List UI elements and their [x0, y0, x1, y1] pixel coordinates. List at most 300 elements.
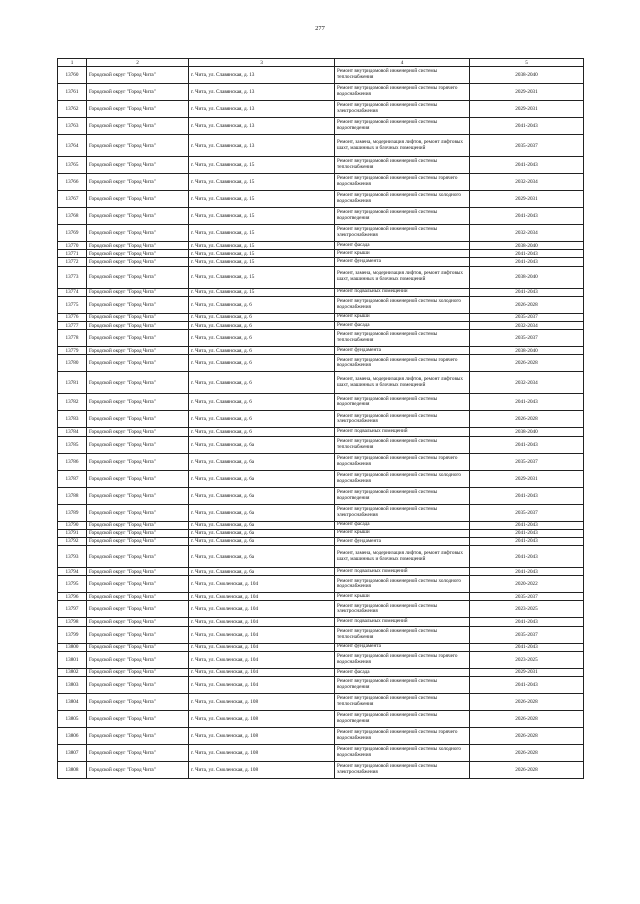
address-cell: г. Чита, ул. Смоленская, д. 104: [189, 643, 335, 651]
work-type-cell: Ремонт внутридомовой инженерной системы электроснабжения: [335, 762, 470, 779]
row-number-cell: 13767: [58, 191, 87, 208]
row-number-cell: 13773: [58, 266, 87, 288]
address-cell: г. Чита, ул. Славянская, д. 6а: [189, 546, 335, 568]
address-cell: г. Чита, ул. Славянская, д. 15: [189, 258, 335, 266]
work-type-cell: Ремонт подвальных помещений: [335, 568, 470, 576]
period-cell: 2038-2040: [470, 266, 584, 288]
period-cell: 2041-2043: [470, 568, 584, 576]
municipality-cell: Городской округ "Город Чита": [87, 135, 189, 157]
page-number: 277: [315, 25, 325, 32]
row-number-cell: 13790: [58, 521, 87, 529]
row-number-cell: 13807: [58, 745, 87, 762]
table-row: [58, 411, 584, 428]
address-cell: г. Чита, ул. Смоленская, д. 104: [189, 593, 335, 601]
table-row: [58, 601, 584, 618]
table-row: [58, 568, 584, 576]
work-type-cell: Ремонт внутридомовой инженерной системы теплоснабжения: [335, 694, 470, 711]
row-number-cell: 13796: [58, 593, 87, 601]
work-type-cell: Ремонт внутридомовой инженерной системы горячего водоснабжения: [335, 728, 470, 745]
address-cell: г. Чита, ул. Славянская, д. 6а: [189, 521, 335, 529]
period-cell: 2026-2028: [470, 694, 584, 711]
row-number-cell: 13808: [58, 762, 87, 779]
table-row: [58, 174, 584, 191]
row-number-cell: 13791: [58, 529, 87, 537]
period-cell: 2032-2034: [470, 372, 584, 394]
table-row: [58, 208, 584, 225]
table-row: [58, 347, 584, 355]
period-cell: 2026-2028: [470, 711, 584, 728]
municipality-cell: Городской округ "Город Чита": [87, 470, 189, 487]
period-cell: 2032-2034: [470, 174, 584, 191]
header-row: [58, 59, 584, 67]
municipality-cell: Городской округ "Город Чита": [87, 711, 189, 728]
row-number-cell: 13772: [58, 258, 87, 266]
period-cell: 2029-2031: [470, 84, 584, 101]
work-type-cell: Ремонт внутридомовой инженерной системы теплоснабжения: [335, 157, 470, 174]
address-cell: г. Чита, ул. Славянская, д. 15: [189, 266, 335, 288]
row-number-cell: 13770: [58, 242, 87, 250]
work-type-cell: Ремонт внутридомовой инженерной системы электроснабжения: [335, 411, 470, 428]
table-row: [58, 157, 584, 174]
address-cell: г. Чита, ул. Смоленская, д. 108: [189, 694, 335, 711]
work-type-cell: Ремонт крыши: [335, 313, 470, 321]
municipality-cell: Городской округ "Город Чита": [87, 157, 189, 174]
period-cell: 2035-2037: [470, 135, 584, 157]
address-cell: г. Чита, ул. Славянская, д. 6а: [189, 537, 335, 545]
period-cell: 2041-2043: [470, 208, 584, 225]
municipality-cell: Городской округ "Город Чита": [87, 643, 189, 651]
address-cell: г. Чита, ул. Смоленская, д. 108: [189, 728, 335, 745]
header-cell: 5: [470, 59, 584, 67]
work-type-cell: Ремонт внутридомовой инженерной системы горячего водоснабжения: [335, 651, 470, 668]
work-type-cell: Ремонт внутридомовой инженерной системы холодного водоснабжения: [335, 191, 470, 208]
address-cell: г. Чита, ул. Славянская, д. 6а: [189, 529, 335, 537]
work-type-cell: Ремонт фасада: [335, 521, 470, 529]
work-type-cell: Ремонт, замена, модернизация лифтов, ремонт лифтовых шахт, машинных и блочных помещений: [335, 266, 470, 288]
work-type-cell: Ремонт внутридомовой инженерной системы теплоснабжения: [335, 436, 470, 453]
row-number-cell: 13765: [58, 157, 87, 174]
municipality-cell: Городской округ "Город Чита": [87, 436, 189, 453]
municipality-cell: Городской округ "Город Чита": [87, 313, 189, 321]
row-number-cell: 13768: [58, 208, 87, 225]
municipality-cell: Городской округ "Город Чита": [87, 694, 189, 711]
address-cell: г. Чита, ул. Смоленская, д. 104: [189, 668, 335, 676]
address-cell: г. Чита, ул. Славянская, д. 6: [189, 296, 335, 313]
municipality-cell: Городской округ "Город Чита": [87, 321, 189, 329]
municipality-cell: Городской округ "Город Чита": [87, 576, 189, 593]
work-type-cell: Ремонт внутридомовой инженерной системы электроснабжения: [335, 504, 470, 521]
work-type-cell: Ремонт внутридомовой инженерной системы холодного водоснабжения: [335, 296, 470, 313]
period-cell: 2023-2025: [470, 651, 584, 668]
header-cell: 2: [87, 59, 189, 67]
row-number-cell: 13783: [58, 411, 87, 428]
address-cell: г. Чита, ул. Славянская, д. 13: [189, 135, 335, 157]
work-type-cell: Ремонт внутридомовой инженерной системы электроснабжения: [335, 601, 470, 618]
row-number-cell: 13761: [58, 84, 87, 101]
address-cell: г. Чита, ул. Славянская, д. 6: [189, 428, 335, 436]
period-cell: 2035-2037: [470, 593, 584, 601]
table-row: [58, 394, 584, 411]
row-number-cell: 13775: [58, 296, 87, 313]
address-cell: г. Чита, ул. Смоленская, д. 104: [189, 677, 335, 694]
municipality-cell: Городской округ "Город Чита": [87, 529, 189, 537]
row-number-cell: 13806: [58, 728, 87, 745]
row-number-cell: 13760: [58, 67, 87, 84]
row-number-cell: 13777: [58, 321, 87, 329]
table-row: [58, 266, 584, 288]
table-row: [58, 521, 584, 529]
municipality-cell: Городской округ "Город Чита": [87, 266, 189, 288]
row-number-cell: 13802: [58, 668, 87, 676]
table-row: [58, 546, 584, 568]
address-cell: г. Чита, ул. Смоленская, д. 108: [189, 711, 335, 728]
municipality-cell: Городской округ "Город Чита": [87, 626, 189, 643]
address-cell: г. Чита, ул. Смоленская, д. 104: [189, 576, 335, 593]
period-cell: 2026-2028: [470, 411, 584, 428]
address-cell: г. Чита, ул. Славянская, д. 6а: [189, 436, 335, 453]
address-cell: г. Чита, ул. Славянская, д. 13: [189, 101, 335, 118]
municipality-cell: Городской округ "Город Чита": [87, 67, 189, 84]
row-number-cell: 13805: [58, 711, 87, 728]
table-row: [58, 487, 584, 504]
table-row: [58, 694, 584, 711]
address-cell: г. Чита, ул. Славянская, д. 15: [189, 225, 335, 242]
municipality-cell: Городской округ "Город Чита": [87, 84, 189, 101]
period-cell: 2029-2031: [470, 191, 584, 208]
period-cell: 2035-2037: [470, 313, 584, 321]
row-number-cell: 13788: [58, 487, 87, 504]
row-number-cell: 13800: [58, 643, 87, 651]
period-cell: 2041-2043: [470, 677, 584, 694]
work-type-cell: Ремонт крыши: [335, 593, 470, 601]
municipality-cell: Городской округ "Город Чита": [87, 601, 189, 618]
row-number-cell: 13792: [58, 537, 87, 545]
period-cell: 2041-2043: [470, 157, 584, 174]
table-row: [58, 313, 584, 321]
row-number-cell: 13779: [58, 347, 87, 355]
work-type-cell: Ремонт внутридомовой инженерной системы горячего водоснабжения: [335, 355, 470, 372]
municipality-cell: Городской округ "Город Чита": [87, 288, 189, 296]
municipality-cell: Городской округ "Город Чита": [87, 453, 189, 470]
table-row: [58, 225, 584, 242]
municipality-cell: Городской округ "Город Чита": [87, 728, 189, 745]
table-row: [58, 711, 584, 728]
municipality-cell: Городской округ "Город Чита": [87, 372, 189, 394]
address-cell: г. Чита, ул. Смоленская, д. 108: [189, 745, 335, 762]
address-cell: г. Чита, ул. Смоленская, д. 108: [189, 762, 335, 779]
period-cell: 2041-2043: [470, 546, 584, 568]
period-cell: 2032-2034: [470, 321, 584, 329]
municipality-cell: Городской округ "Город Чита": [87, 225, 189, 242]
work-type-cell: Ремонт, замена, модернизация лифтов, ремонт лифтовых шахт, машинных и блочных помещений: [335, 135, 470, 157]
row-number-cell: 13798: [58, 618, 87, 626]
address-cell: г. Чита, ул. Смоленская, д. 104: [189, 626, 335, 643]
row-number-cell: 13769: [58, 225, 87, 242]
row-number-cell: 13801: [58, 651, 87, 668]
work-type-cell: Ремонт внутридомовой инженерной системы водоотведения: [335, 394, 470, 411]
table-row: [58, 576, 584, 593]
period-cell: 2035-2037: [470, 626, 584, 643]
period-cell: 2029-2031: [470, 470, 584, 487]
period-cell: 2038-2040: [470, 347, 584, 355]
period-cell: 2026-2028: [470, 296, 584, 313]
work-type-cell: Ремонт внутридомовой инженерной системы водоотведения: [335, 711, 470, 728]
table-row: [58, 250, 584, 258]
header-cell: 3: [189, 59, 335, 67]
work-type-cell: Ремонт крыши: [335, 529, 470, 537]
address-cell: г. Чита, ул. Славянская, д. 6а: [189, 504, 335, 521]
municipality-cell: Городской округ "Город Чита": [87, 651, 189, 668]
work-type-cell: Ремонт подвальных помещений: [335, 288, 470, 296]
table-row: [58, 593, 584, 601]
table-row: [58, 762, 584, 779]
work-type-cell: Ремонт внутридомовой инженерной системы водоотведения: [335, 487, 470, 504]
work-type-cell: Ремонт фасада: [335, 321, 470, 329]
table-row: [58, 321, 584, 329]
work-type-cell: Ремонт фундамента: [335, 537, 470, 545]
municipality-cell: Городской округ "Город Чита": [87, 174, 189, 191]
period-cell: 2026-2028: [470, 728, 584, 745]
table-row: [58, 118, 584, 135]
header-cell: 4: [335, 59, 470, 67]
address-cell: г. Чита, ул. Славянская, д. 6: [189, 394, 335, 411]
address-cell: г. Чита, ул. Славянская, д. 15: [189, 250, 335, 258]
municipality-cell: Городской округ "Город Чита": [87, 296, 189, 313]
address-cell: г. Чита, ул. Славянская, д. 6: [189, 330, 335, 347]
municipality-cell: Городской округ "Город Чита": [87, 668, 189, 676]
work-type-cell: Ремонт внутридомовой инженерной системы электроснабжения: [335, 101, 470, 118]
address-cell: г. Чита, ул. Славянская, д. 6: [189, 347, 335, 355]
period-cell: 2026-2028: [470, 745, 584, 762]
municipality-cell: Городской округ "Город Чита": [87, 411, 189, 428]
table-row: [58, 288, 584, 296]
row-number-cell: 13774: [58, 288, 87, 296]
municipality-cell: Городской округ "Город Чита": [87, 208, 189, 225]
period-cell: 2035-2037: [470, 330, 584, 347]
row-number-cell: 13778: [58, 330, 87, 347]
table-row: [58, 745, 584, 762]
municipality-cell: Городской округ "Город Чита": [87, 394, 189, 411]
table-row: [58, 436, 584, 453]
municipality-cell: Городской округ "Город Чита": [87, 101, 189, 118]
period-cell: 2041-2043: [470, 487, 584, 504]
period-cell: 2041-2043: [470, 258, 584, 266]
table-row: [58, 242, 584, 250]
address-cell: г. Чита, ул. Славянская, д. 13: [189, 67, 335, 84]
work-type-cell: Ремонт, замена, модернизация лифтов, ремонт лифтовых шахт, машинных и блочных помещений: [335, 372, 470, 394]
table-row: [58, 330, 584, 347]
address-cell: г. Чита, ул. Славянская, д. 6: [189, 355, 335, 372]
municipality-cell: Городской округ "Город Чита": [87, 537, 189, 545]
row-number-cell: 13803: [58, 677, 87, 694]
table-row: [58, 537, 584, 545]
municipality-cell: Городской округ "Город Чита": [87, 504, 189, 521]
table-row: [58, 643, 584, 651]
period-cell: 2020-2022: [470, 576, 584, 593]
municipality-cell: Городской округ "Город Чита": [87, 745, 189, 762]
work-type-cell: Ремонт внутридомовой инженерной системы теплоснабжения: [335, 626, 470, 643]
row-number-cell: 13782: [58, 394, 87, 411]
table-row: [58, 529, 584, 537]
row-number-cell: 13797: [58, 601, 87, 618]
work-type-cell: Ремонт внутридомовой инженерной системы горячего водоснабжения: [335, 84, 470, 101]
work-type-cell: Ремонт внутридомовой инженерной системы электроснабжения: [335, 225, 470, 242]
municipality-cell: Городской округ "Город Чита": [87, 428, 189, 436]
municipality-cell: Городской округ "Город Чита": [87, 546, 189, 568]
period-cell: 2041-2043: [470, 394, 584, 411]
period-cell: 2041-2043: [470, 529, 584, 537]
municipality-cell: Городской округ "Город Чита": [87, 330, 189, 347]
period-cell: 2041-2043: [470, 643, 584, 651]
table-row: [58, 626, 584, 643]
municipality-cell: Городской округ "Город Чита": [87, 118, 189, 135]
period-cell: 2023-2025: [470, 601, 584, 618]
work-type-cell: Ремонт фундамента: [335, 643, 470, 651]
table-row: [58, 135, 584, 157]
row-number-cell: 13804: [58, 694, 87, 711]
work-type-cell: Ремонт внутридомовой инженерной системы горячего водоснабжения: [335, 453, 470, 470]
municipality-cell: Городской округ "Город Чита": [87, 258, 189, 266]
work-type-cell: Ремонт подвальных помещений: [335, 618, 470, 626]
row-number-cell: 13771: [58, 250, 87, 258]
row-number-cell: 13762: [58, 101, 87, 118]
table-row: [58, 191, 584, 208]
row-number-cell: 13794: [58, 568, 87, 576]
row-number-cell: 13763: [58, 118, 87, 135]
register-table: [57, 58, 584, 779]
municipality-cell: Городской округ "Город Чита": [87, 242, 189, 250]
work-type-cell: Ремонт внутридомовой инженерной системы теплоснабжения: [335, 67, 470, 84]
table-row: [58, 428, 584, 436]
address-cell: г. Чита, ул. Славянская, д. 6: [189, 411, 335, 428]
address-cell: г. Чита, ул. Славянская, д. 6: [189, 321, 335, 329]
municipality-cell: Городской округ "Город Чита": [87, 593, 189, 601]
work-type-cell: Ремонт внутридомовой инженерной системы водоотведения: [335, 208, 470, 225]
row-number-cell: 13784: [58, 428, 87, 436]
row-number-cell: 13799: [58, 626, 87, 643]
table-row: [58, 668, 584, 676]
row-number-cell: 13764: [58, 135, 87, 157]
table-row: [58, 470, 584, 487]
municipality-cell: Городской округ "Город Чита": [87, 355, 189, 372]
address-cell: г. Чита, ул. Славянская, д. 6а: [189, 568, 335, 576]
address-cell: г. Чита, ул. Славянская, д. 15: [189, 242, 335, 250]
row-number-cell: 13776: [58, 313, 87, 321]
work-type-cell: Ремонт внутридомовой инженерной системы холодного водоснабжения: [335, 470, 470, 487]
work-type-cell: Ремонт фундамента: [335, 347, 470, 355]
period-cell: 2035-2037: [470, 504, 584, 521]
address-cell: г. Чита, ул. Славянская, д. 6а: [189, 470, 335, 487]
period-cell: 2041-2043: [470, 118, 584, 135]
address-cell: г. Чита, ул. Смоленская, д. 104: [189, 618, 335, 626]
work-type-cell: Ремонт фасада: [335, 242, 470, 250]
table-row: [58, 677, 584, 694]
work-type-cell: Ремонт крыши: [335, 250, 470, 258]
row-number-cell: 13787: [58, 470, 87, 487]
period-cell: 2041-2043: [470, 618, 584, 626]
row-number-cell: 13786: [58, 453, 87, 470]
address-cell: г. Чита, ул. Славянская, д. 6а: [189, 453, 335, 470]
work-type-cell: Ремонт внутридомовой инженерной системы водоотведения: [335, 118, 470, 135]
address-cell: г. Чита, ул. Славянская, д. 6а: [189, 487, 335, 504]
work-type-cell: Ремонт внутридомовой инженерной системы водоотведения: [335, 677, 470, 694]
header-cell: 1: [58, 59, 87, 67]
work-type-cell: Ремонт внутридомовой инженерной системы холодного водоснабжения: [335, 576, 470, 593]
row-number-cell: 13785: [58, 436, 87, 453]
address-cell: г. Чита, ул. Славянская, д. 15: [189, 191, 335, 208]
table-row: [58, 372, 584, 394]
municipality-cell: Городской округ "Город Чита": [87, 568, 189, 576]
period-cell: 2038-2040: [470, 67, 584, 84]
period-cell: 2032-2034: [470, 225, 584, 242]
row-number-cell: 13795: [58, 576, 87, 593]
row-number-cell: 13781: [58, 372, 87, 394]
municipality-cell: Городской округ "Город Чита": [87, 191, 189, 208]
address-cell: г. Чита, ул. Славянская, д. 13: [189, 118, 335, 135]
table-row: [58, 728, 584, 745]
row-number-cell: 13789: [58, 504, 87, 521]
register-table-body: [58, 59, 584, 779]
period-cell: 2041-2043: [470, 521, 584, 529]
period-cell: 2041-2043: [470, 250, 584, 258]
period-cell: 2041-2043: [470, 537, 584, 545]
municipality-cell: Городской округ "Город Чита": [87, 618, 189, 626]
work-type-cell: Ремонт внутридомовой инженерной системы теплоснабжения: [335, 330, 470, 347]
table-row: [58, 67, 584, 84]
period-cell: 2026-2028: [470, 355, 584, 372]
period-cell: 2041-2043: [470, 436, 584, 453]
work-type-cell: Ремонт, замена, модернизация лифтов, ремонт лифтовых шахт, машинных и блочных помещений: [335, 546, 470, 568]
table-row: [58, 296, 584, 313]
municipality-cell: Городской округ "Город Чита": [87, 677, 189, 694]
municipality-cell: Городской округ "Город Чита": [87, 521, 189, 529]
period-cell: 2038-2040: [470, 428, 584, 436]
table-row: [58, 618, 584, 626]
address-cell: г. Чита, ул. Славянская, д. 6: [189, 313, 335, 321]
address-cell: г. Чита, ул. Славянская, д. 15: [189, 288, 335, 296]
table-row: [58, 355, 584, 372]
address-cell: г. Чита, ул. Славянская, д. 15: [189, 157, 335, 174]
period-cell: 2038-2040: [470, 242, 584, 250]
table-row: [58, 258, 584, 266]
address-cell: г. Чита, ул. Смоленская, д. 104: [189, 601, 335, 618]
table-row: [58, 504, 584, 521]
period-cell: 2029-2031: [470, 101, 584, 118]
table-row: [58, 101, 584, 118]
table-row: [58, 651, 584, 668]
work-type-cell: Ремонт внутридомовой инженерной системы холодного водоснабжения: [335, 745, 470, 762]
municipality-cell: Городской округ "Город Чита": [87, 250, 189, 258]
address-cell: г. Чита, ул. Славянская, д. 15: [189, 174, 335, 191]
period-cell: 2035-2037: [470, 453, 584, 470]
period-cell: 2029-2031: [470, 668, 584, 676]
work-type-cell: Ремонт внутридомовой инженерной системы горячего водоснабжения: [335, 174, 470, 191]
municipality-cell: Городской округ "Город Чита": [87, 487, 189, 504]
row-number-cell: 13780: [58, 355, 87, 372]
work-type-cell: Ремонт подвальных помещений: [335, 428, 470, 436]
address-cell: г. Чита, ул. Славянская, д. 13: [189, 84, 335, 101]
table-row: [58, 453, 584, 470]
row-number-cell: 13766: [58, 174, 87, 191]
work-type-cell: Ремонт фундамента: [335, 258, 470, 266]
period-cell: 2041-2043: [470, 288, 584, 296]
address-cell: г. Чита, ул. Славянская, д. 15: [189, 208, 335, 225]
municipality-cell: Городской округ "Город Чита": [87, 762, 189, 779]
row-number-cell: 13793: [58, 546, 87, 568]
address-cell: г. Чита, ул. Смоленская, д. 104: [189, 651, 335, 668]
table-row: [58, 84, 584, 101]
address-cell: г. Чита, ул. Славянская, д. 6: [189, 372, 335, 394]
